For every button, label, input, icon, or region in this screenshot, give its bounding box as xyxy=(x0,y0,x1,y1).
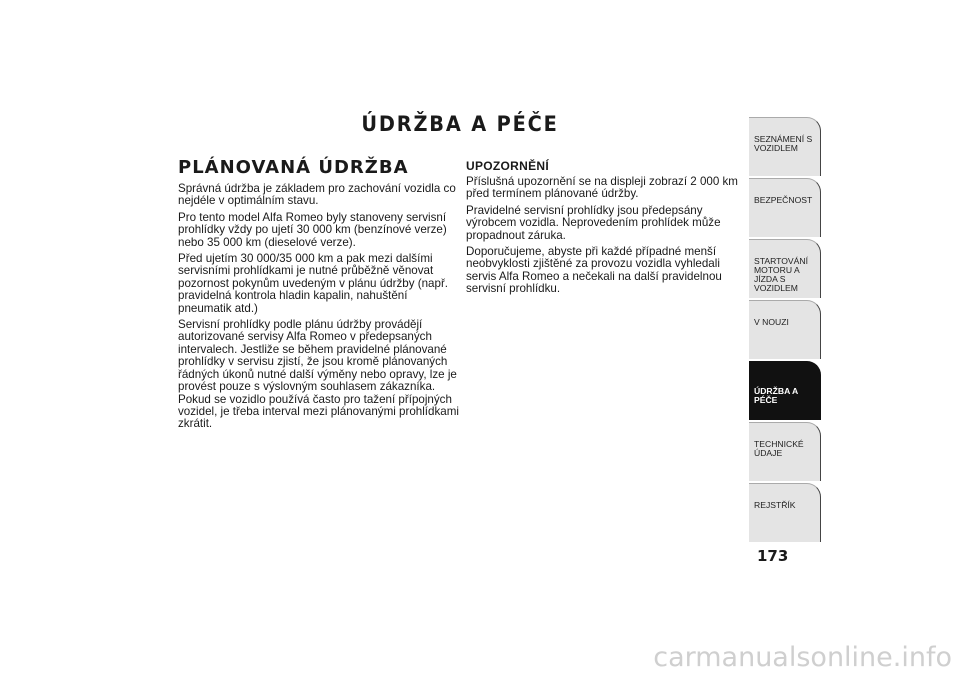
warning-title: UPOZORNĚNÍ xyxy=(466,159,550,173)
tab-startovani[interactable]: STARTOVÁNÍ MOTORU A JÍZDA S VOZIDLEM xyxy=(749,239,821,298)
watermark: carmanualsonline.info xyxy=(653,642,952,673)
paragraph: Servisní prohlídky podle plánu údržby provádějí autorizované servisy Alfa Romeo v předepsaných intervalech. Jestliže se během pravidelné plánované prohlídky v servisu zjistí, že jsou kromě plánovaných řádných úkonů nutné další výměny nebo opravy, lze je provést pouze s výslovným souhlasem zákazníka. Pokud se vozidlo používá často pro tažení přípojných vozidel, je třeba interval mezi plánovanými prohlídkami zkrátit. xyxy=(178,318,459,431)
chapter-tabs xyxy=(749,117,821,544)
tab-technicke-udaje[interactable]: TECHNICKÉ ÚDAJE xyxy=(749,422,821,481)
paragraph: Správná údržba je základem pro zachování vozidla co nejdéle v optimálním stavu. xyxy=(178,182,456,208)
paragraph: Před ujetím 30 000/35 000 km a pak mezi dalšími servisními prohlídkami je nutné průběžně věnovat pozornost pokynům uvedeným v plánu údržby (např. pravidelná kontrola hladin kapalin, nahuštění pneumatik atd.) xyxy=(178,252,449,315)
left-column xyxy=(178,183,463,435)
paragraph: Příslušná upozornění se na displeji zobrazí 2 000 km před termínem plánované údržby. xyxy=(466,175,738,201)
page-heading: ÚDRŽBA A PÉČE xyxy=(361,112,559,136)
tab-bezpecnost[interactable]: BEZPEČNOST xyxy=(749,178,821,237)
tab-seznameni[interactable]: SEZNÁMENÍ S VOZIDLEM xyxy=(749,117,821,176)
tab-v-nouzi[interactable]: V NOUZI xyxy=(749,300,821,359)
paragraph: Doporučujeme, abyste při každé případné menší neobvyklosti zjištěné za provozu vozidla vyhledali servis Alfa Romeo a nečekali na další pravidelnou servisní prohlídku. xyxy=(466,245,722,296)
right-column xyxy=(466,176,741,300)
tab-rejstrik[interactable]: REJSTŘÍK xyxy=(749,483,821,542)
section-title: PLÁNOVANÁ ÚDRŽBA xyxy=(178,157,409,178)
paragraph: Pravidelné servisní prohlídky jsou předepsány výrobcem vozidla. Neprovedením prohlídek může propadnout záruka. xyxy=(466,203,721,242)
page-number: 173 xyxy=(757,547,789,565)
paragraph: Pro tento model Alfa Romeo byly stanoveny servisní prohlídky vždy po ujetí 30 000 km (benzínové verze) nebo 35 000 km (dieselové verze). xyxy=(178,210,447,249)
tab-udrzba[interactable]: ÚDRŽBA A PÉČE xyxy=(749,361,821,420)
